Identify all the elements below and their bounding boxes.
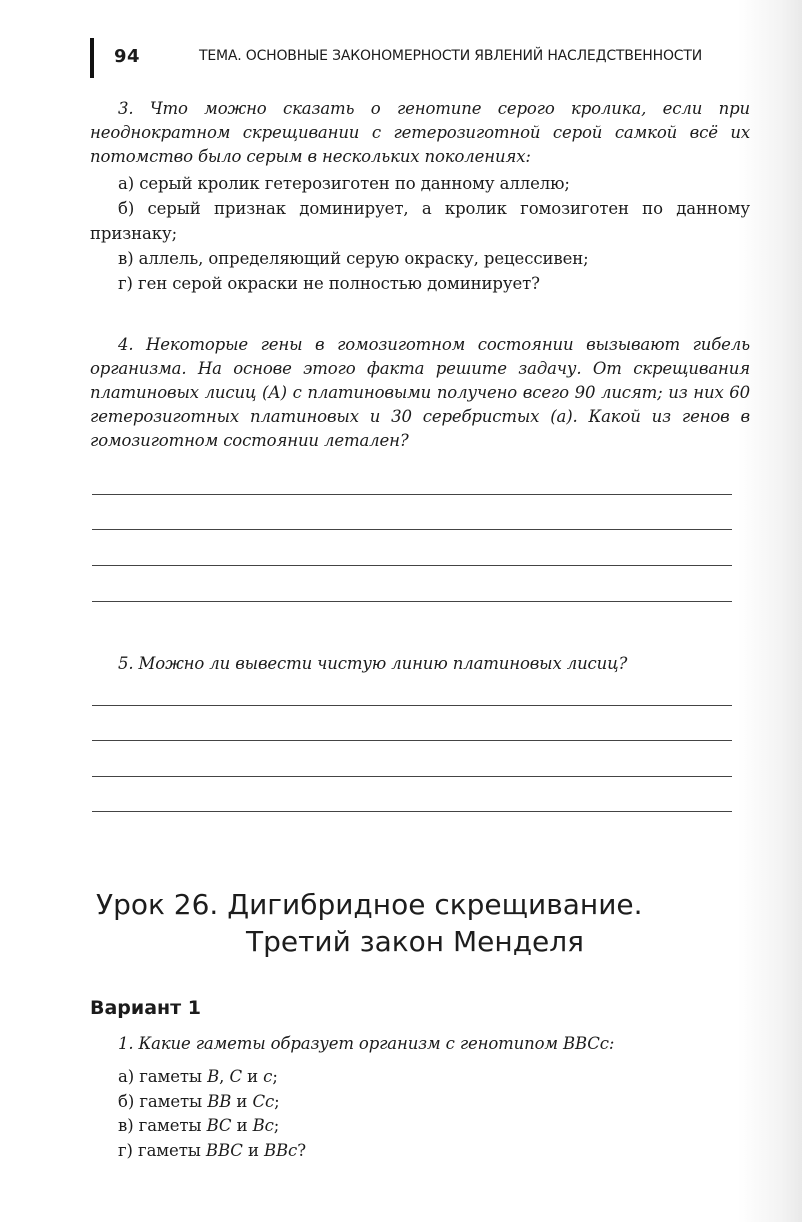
variant-heading: Вариант 1 [90,997,202,1019]
question-5: 5. Можно ли вывести чистую линию платиновых лисиц? [118,654,628,673]
answer-line [92,601,732,602]
option-a: а) серый кролик гетерозиготен по данному аллелю; [118,174,570,193]
variant-question-1: 1. Какие гаметы образует организм с генотипом BBCc: [118,1034,615,1053]
question-3-options [90,171,750,296]
question-4: 4. Некоторые гены в гомозиготном состоянии вызывают гибель организма. На основе этого факта решите задачу. От скрещивания платиновых лисиц (А) с платиновыми получено всего 90 лисят; из них 60 гетерозиготных платиновых и 30 серебристых (а). Какой из генов в гомозиготном состоянии летален? [90,335,750,450]
question-3: 3. Что можно сказать о генотипе серого кролика, если при неоднократном скрещивании с гетерозиготной серой самкой всё их потомство было серым в нескольких поколениях: [90,99,750,166]
answer-line [92,529,732,530]
lesson-title-line-2: Третий закон Менделя [246,925,585,958]
answer-line [92,811,732,812]
running-header [90,38,750,78]
answer-line [92,776,732,777]
running-title: ТЕМА. ОСНОВНЫЕ ЗАКОНОМЕРНОСТИ ЯВЛЕНИЙ НАСЛЕДСТВЕННОСТИ [199,48,702,64]
answer-line [92,705,732,706]
option-a: а) гаметы B, C и c; [118,1067,278,1086]
option-v: в) гаметы BC и Bc; [118,1116,280,1135]
answer-line [92,494,732,495]
variant-question-1-options [90,1065,750,1163]
header-bar [90,38,94,78]
option-v: в) аллель, определяющий серую окраску, рецессивен; [118,249,589,268]
answer-line [92,740,732,741]
option-b: б) гаметы BB и Cc; [118,1091,280,1111]
option-b: б) серый признак доминирует, а кролик гомозиготен по данному признаку; [90,199,750,243]
page-number: 94 [114,46,141,67]
answer-line [92,565,732,566]
lesson-title-line-1: Урок 26. Дигибридное скрещивание. [96,888,643,921]
option-g: г) ген серой окраски не полностью доминирует? [118,274,540,293]
option-g: г) гаметы BBC и BBc? [118,1140,306,1160]
lesson-title [96,886,736,960]
